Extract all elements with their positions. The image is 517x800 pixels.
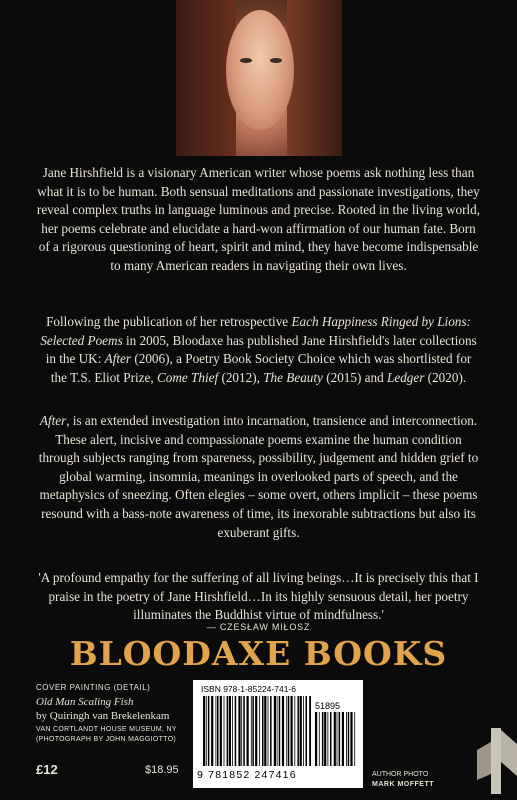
- after-text: , is an extended investigation into incarnation, transience and interconnection. These alert, incisive and compassionate poems examine the human condition through subjects ranging from spareness, possibility, judgement and hidden grief to global warming, insomnia, meanings in overlooked parts of speech, and the metaphysics of sneezing. Often elegies – some overt, others implicit – these poems resound with a bass-note awareness of time, its inexorable subtractions but also its exuberant gifts.: [38, 413, 479, 540]
- addon-barcode: [315, 712, 357, 766]
- pub-text-1: Following the publication of her retrospective: [46, 314, 292, 329]
- author-photo-label: AUTHOR PHOTO: [372, 771, 429, 778]
- bio-paragraph: [36, 164, 481, 276]
- price-usd: $18.95: [145, 764, 179, 776]
- painting-artist: by Quiringh van Brekelenkam: [36, 710, 170, 722]
- pub-text-5: (2015) and: [322, 369, 387, 385]
- museum-name: VAN CORTLANDT HOUSE MUSEUM, NY: [36, 726, 177, 733]
- barcode-panel: [193, 680, 363, 788]
- author-photo-credit: [372, 770, 434, 790]
- author-photo-name: MARK MOFFETT: [372, 781, 434, 788]
- cover-credit: [36, 683, 196, 745]
- ean-barcode: [203, 696, 311, 766]
- quote-text: 'A profound empathy for the suffering of all living beings…It is precisely this that I praise in the poetry of Jane Hirshfield…In its highly sensuous detail, her poetry illuminates the Buddhist virtue of mindfulness.': [38, 570, 479, 623]
- photographer-credit: (PHOTOGRAPH BY JOHN MAGGIOTTO): [36, 736, 177, 743]
- book-title-the-beauty: The Beauty: [263, 369, 323, 385]
- book-title-ledger: Ledger: [387, 369, 425, 385]
- pub-text-6: (2020).: [424, 369, 467, 385]
- book-title-after: After: [104, 351, 132, 367]
- barcode-digits: 9 781852 247416: [197, 769, 297, 781]
- book-title-come-thief: Come Thief: [156, 369, 219, 385]
- quote-author: — CZESŁAW MIŁOSZ: [206, 622, 311, 632]
- book-title-selected-poems: Each Happiness Ringed by Lions: Selected Poems: [40, 314, 471, 348]
- bio-text: Jane Hirshfield is a visionary American writer whose poems ask nothing less than what it is to be human. Both sensual meditations and passionate investigations, they reveal complex truths in language luminous and precise. Rooted in the living world, her poems celebrate and elucidate a hard-won affirmation of our human fate. Born of a rigorous questioning of heart, spirit and mind, they have become indispensable to many American readers in navigating their own lives.: [36, 165, 481, 273]
- painting-title: Old Man Scaling Fish: [36, 696, 134, 708]
- price-gbp: £12: [36, 762, 58, 777]
- pub-text-2: in 2005, Bloodaxe has published Jane Hirshfield's later collections in the UK:: [45, 332, 477, 367]
- isbn-text: ISBN 978-1-85224-741-6: [201, 684, 296, 694]
- bloodaxe-axe-logo: [457, 720, 517, 800]
- publisher-name: BLOODAXE BOOKS: [69, 634, 448, 673]
- author-portrait: [176, 0, 342, 156]
- publication-paragraph: [36, 313, 481, 387]
- cover-credit-label: COVER PAINTING (DETAIL): [36, 683, 151, 692]
- after-description-paragraph: [36, 412, 481, 542]
- pub-text-3: (2006), a Poetry Book Society Choice which was shortlisted for the T.S. Eliot Prize,: [50, 351, 472, 385]
- museum-credit: [36, 725, 196, 745]
- pub-text-4: (2012),: [218, 369, 264, 385]
- review-quote: [36, 569, 481, 625]
- after-title: After: [39, 413, 67, 428]
- price-code: 51895: [315, 701, 341, 711]
